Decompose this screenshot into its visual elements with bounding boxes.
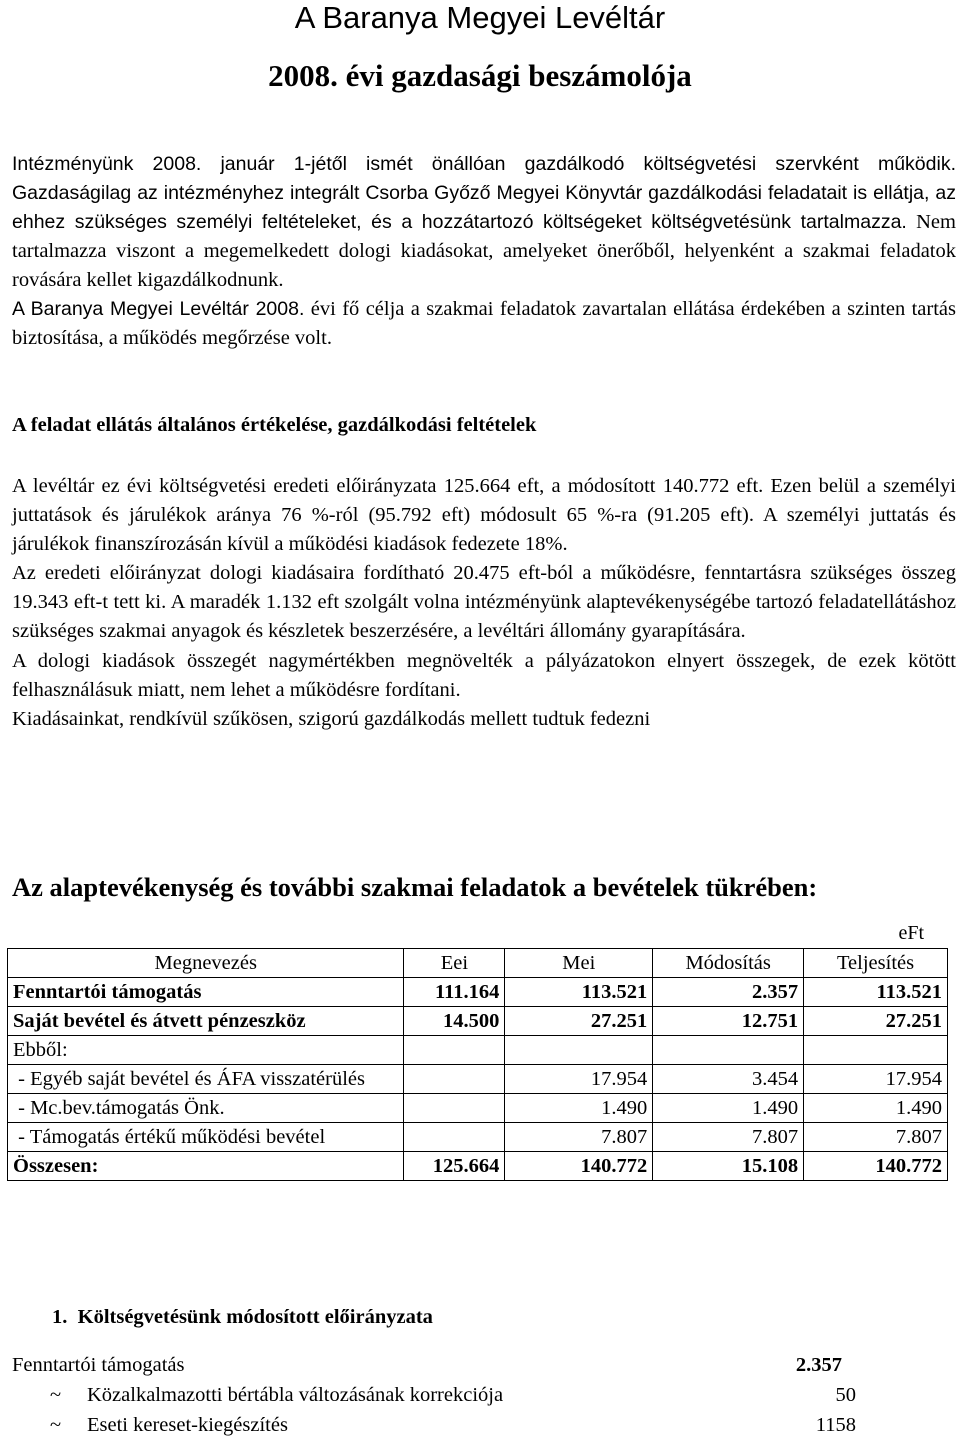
table-header-row	[8, 949, 948, 978]
intro-text-d: évi fő célja a szakmai feladatok zavartalan ellátása érdekében a szinten tartás biztosítása, a működés megőrzése volt.	[12, 298, 956, 349]
intro-text-b: Nem tartalmazza viszont a megemelkedett dologi kiadásokat, amelyeket önerőből, helyenként a szakmai feladatok rovására kellet kigazdálkodnunk.	[12, 211, 956, 291]
cell-telj: 27.251	[804, 1007, 948, 1036]
row-label: Ebből:	[8, 1036, 404, 1065]
cell-mod: 12.751	[653, 1007, 804, 1036]
item-label: Közalkalmazotti bértábla változásának korrekciója	[87, 1384, 504, 1406]
tilde-marker: ~	[50, 1414, 62, 1436]
section-heading: A feladat ellátás általános értékelése, gazdálkodási feltételek	[12, 414, 537, 436]
revenue-table	[7, 948, 948, 1181]
cell-eei	[404, 1123, 505, 1152]
column-header: Eei	[404, 949, 505, 978]
cell-mei: 27.251	[505, 1007, 653, 1036]
evaluation-paragraph-2: Az eredeti előirányzat dologi kiadásaira fordítható 20.475 eft-ból a működésre, fenntartásra szükséges összeg 19.343 eft-t tett ki. A maradék 1.132 eft szolgált volna intézményünk alaptevékenységébe tartozó feladatellátáshoz szükséges szakmai anyagok és készletek beszerzésére, a levéltári állomány gyarapítására.	[12, 562, 956, 643]
list-item	[12, 1351, 872, 1381]
cell-eei	[404, 1036, 505, 1065]
modification-list	[12, 1351, 872, 1441]
intro-text-a: Intézményünk 2008. január 1-jétől ismét önállóan gazdálkodó költségvetési szervként működik. Gazdaságilag az intézményhez integrált Csorba Győző Megyei Könyvtár gazdálkodási feladatait is ellátja, az ehhez szükséges személyi feltételeket, és a hozzátartozó költségeket költségvetésünk tartalmazza.	[12, 153, 956, 233]
column-header: Módosítás	[653, 949, 804, 978]
cell-mei: 17.954	[505, 1065, 653, 1094]
row-label: - Egyéb saját bevétel és ÁFA visszatérülés	[8, 1065, 404, 1094]
table-row	[8, 1065, 948, 1094]
table-row	[8, 1007, 948, 1036]
table-row	[8, 1123, 948, 1152]
cell-telj: 7.807	[804, 1123, 948, 1152]
cell-mei: 1.490	[505, 1094, 653, 1123]
cell-eei	[404, 1094, 505, 1123]
heading-number: 1.	[52, 1306, 68, 1328]
modification-heading	[52, 1306, 433, 1329]
table-row	[8, 1036, 948, 1065]
unit-label: eFt	[898, 922, 924, 944]
cell-mod: 3.454	[653, 1065, 804, 1094]
list-item	[12, 1381, 872, 1411]
cell-mod: 15.108	[653, 1152, 804, 1181]
table-row	[8, 1094, 948, 1123]
cell-telj: 140.772	[804, 1152, 948, 1181]
cell-eei: 111.164	[404, 978, 505, 1007]
column-header: Mei	[505, 949, 653, 978]
item-value: 1158	[815, 1414, 856, 1436]
item-value-text: 2.357	[795, 1354, 842, 1376]
row-label: - Mc.bev.támogatás Önk.	[8, 1094, 404, 1123]
cell-mod: 1.490	[653, 1094, 804, 1123]
cell-eei: 125.664	[404, 1152, 505, 1181]
item-value: 50	[835, 1384, 856, 1406]
cell-mod: 2.357	[653, 978, 804, 1007]
cell-mod: 7.807	[653, 1123, 804, 1152]
intro-paragraph-2	[12, 295, 956, 353]
row-label: - Támogatás értékű működési bevétel	[8, 1123, 404, 1152]
cell-eei: 14.500	[404, 1007, 505, 1036]
evaluation-section	[12, 472, 956, 734]
evaluation-paragraph-4: Kiadásainkat, rendkívül szűkösen, szigorú gazdálkodás mellett tudtuk fedezni	[12, 707, 651, 730]
cell-telj	[804, 1036, 948, 1065]
list-item	[12, 1411, 872, 1441]
item-value	[796, 1351, 842, 1380]
cell-mod	[653, 1036, 804, 1065]
intro-text-c: A Baranya Megyei Levéltár 2008.	[12, 298, 305, 320]
cell-telj: 113.521	[804, 978, 948, 1007]
evaluation-paragraph-1: A levéltár ez évi költségvetési eredeti előirányzata 125.664 eft, a módosított 140.772 eft. Ezen belül a személyi juttatások és járulékok aránya 76 %-ról (95.792 eft) módosult 65 %-ra (91.205 eft). A személyi juttatás és járulékok finanszírozásán kívül a működési kiadások fedezete 18%.	[12, 475, 956, 556]
cell-mei: 7.807	[505, 1123, 653, 1152]
heading-text: Költségvetésünk módosított előirányzata	[77, 1306, 433, 1328]
cell-mei	[505, 1036, 653, 1065]
row-label: Fenntartói támogatás	[8, 978, 404, 1007]
cell-telj: 1.490	[804, 1094, 948, 1123]
table-row	[8, 978, 948, 1007]
evaluation-paragraph-3: A dologi kiadások összegét nagymértékben megnövelték a pályázatokon elnyert összegek, de ezek kötött felhasználásuk miatt, nem lehet a működésre fordítani.	[12, 649, 956, 701]
item-label: Fenntartói támogatás	[12, 1354, 185, 1376]
row-label: Összesen:	[8, 1152, 404, 1181]
intro-paragraph-1	[12, 150, 956, 295]
document-title: A Baranya Megyei Levéltár	[294, 0, 666, 35]
revenue-heading: Az alaptevékenység és további szakmai feladatok a bevételek tükrében:	[12, 872, 818, 902]
cell-mei: 113.521	[505, 978, 653, 1007]
cell-telj: 17.954	[804, 1065, 948, 1094]
cell-mei: 140.772	[505, 1152, 653, 1181]
document-subtitle: 2008. évi gazdasági beszámolója	[268, 58, 692, 93]
table-total-row	[8, 1152, 948, 1181]
item-label: Eseti kereset-kiegészítés	[87, 1414, 288, 1436]
row-label: Saját bevétel és átvett pénzeszköz	[8, 1007, 404, 1036]
tilde-marker: ~	[50, 1384, 62, 1406]
intro-section	[12, 150, 956, 353]
column-header: Megnevezés	[8, 949, 404, 978]
column-header: Teljesítés	[804, 949, 948, 978]
cell-eei	[404, 1065, 505, 1094]
